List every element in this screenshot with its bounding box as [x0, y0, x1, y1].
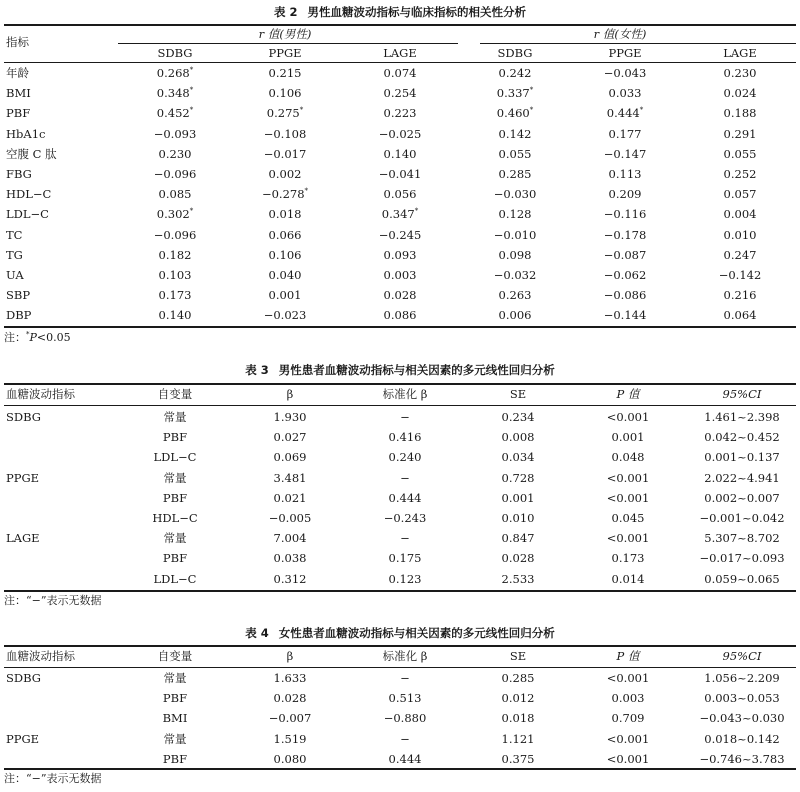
table2-cell: 0.263 — [498, 288, 532, 302]
table2-cell: 0.444* — [606, 106, 644, 120]
table4-cell-ci: 0.003~0.053 — [704, 691, 780, 705]
table2-cell: 0.098 — [498, 248, 532, 262]
table3-cell-group: PPGE — [6, 471, 40, 485]
table3-cell-ci: −0.001~0.042 — [699, 511, 785, 525]
table2-cell: 0.247 — [723, 248, 757, 262]
table2-cell: 0.056 — [383, 187, 417, 201]
table3-cell-se: 0.010 — [501, 511, 535, 525]
table3-cell-se: 0.028 — [501, 551, 535, 565]
table3-cell-sb: 0.416 — [388, 430, 422, 444]
table4-cell-group: PPGE — [6, 732, 40, 746]
table3-cell-ci: 5.307~8.702 — [704, 531, 780, 545]
table2-col-header: PPGE — [268, 46, 302, 60]
table2-row-label: BMI — [6, 86, 31, 100]
table2-cell: −0.025 — [378, 127, 422, 141]
table4-cell-ci: 1.056~2.209 — [704, 671, 780, 685]
table3-note: 注：“−”表示无数据 — [4, 594, 102, 607]
table2-cell: 0.140 — [383, 147, 417, 161]
table3-cell-group: SDBG — [6, 410, 41, 424]
table2-row-label: HDL−C — [6, 187, 52, 201]
table4-cell-sb: − — [400, 671, 410, 685]
table2-cell: 0.142 — [498, 127, 532, 141]
table4-cell-p: 0.709 — [611, 711, 645, 725]
table2-cell: 0.347* — [381, 207, 419, 221]
table3-cell-var: LDL−C — [153, 450, 197, 464]
table2-note-prefix: 注： — [4, 331, 26, 344]
table2-cell: −0.144 — [603, 308, 647, 322]
table3-cell-ci: 0.002~0.007 — [704, 491, 780, 505]
table4-cell-sb: 0.444 — [388, 752, 422, 766]
table3-cell-var: 常量 — [163, 531, 187, 545]
table2-note-rest: <0.05 — [36, 331, 71, 344]
table2-cell: −0.043 — [603, 66, 647, 80]
table2-cell: 0.177 — [608, 127, 642, 141]
table3-header-group: 血糖波动指标 — [6, 387, 75, 401]
table4-cell-sb: −0.880 — [383, 711, 427, 725]
table2-cell: 0.275* — [266, 106, 304, 120]
table2-cell: 0.302* — [156, 207, 194, 221]
table4-cell-ci: −0.746~3.783 — [699, 752, 785, 766]
table2-cell: 0.188 — [723, 106, 757, 120]
table3-cell-p: <0.001 — [606, 531, 650, 545]
table2-row-label: 年龄 — [6, 66, 29, 80]
table3-cell-ci: 0.001~0.137 — [704, 450, 780, 464]
table3-cell-sb: −0.243 — [383, 511, 427, 525]
table3-cell-b: 3.481 — [273, 471, 307, 485]
table4-cell-var: PBF — [162, 752, 188, 766]
table3-cell-var: 常量 — [163, 410, 187, 424]
table2-cell: 0.074 — [383, 66, 417, 80]
table3-cell-se: 0.234 — [501, 410, 535, 424]
table2-cell: 0.001 — [268, 288, 302, 302]
table4-number: 表 4 — [245, 626, 269, 640]
table4-cell-var: PBF — [162, 691, 188, 705]
table3-cell-b: −0.005 — [268, 511, 312, 525]
table2-cell: 0.086 — [383, 308, 417, 322]
table3-cell-var: HDL−C — [152, 511, 198, 525]
table2-cell: 0.085 — [158, 187, 192, 201]
table2-row-header: 指标 — [6, 35, 29, 49]
table3-cell-se: 0.034 — [501, 450, 535, 464]
table2-cell: −0.017 — [263, 147, 307, 161]
table2-cell: 0.348* — [156, 86, 194, 100]
table2-cell: −0.030 — [493, 187, 537, 201]
table2-cell: 0.268* — [156, 66, 194, 80]
table4-cell-se: 0.375 — [501, 752, 535, 766]
table2-group-female: r 值(女性) — [593, 27, 647, 41]
table2-row-label: SBP — [6, 288, 31, 302]
table2-number: 表 2 — [273, 5, 298, 19]
table4-header-se: SE — [509, 649, 527, 663]
table4-note: 注：“−”表示无数据 — [4, 772, 102, 785]
table4-cell-b: 0.028 — [273, 691, 307, 705]
table4-cell-se: 0.012 — [501, 691, 535, 705]
table3-cell-se: 0.001 — [501, 491, 535, 505]
table2-col-header: SDBG — [497, 46, 533, 60]
table4-cell-var: BMI — [162, 711, 188, 725]
table2-cell: 0.252 — [723, 167, 757, 181]
table3-cell-var: LDL−C — [153, 572, 197, 586]
table4-cell-b: 0.080 — [273, 752, 307, 766]
table2-row-label: PBF — [6, 106, 31, 120]
table3-header-se: SE — [509, 387, 527, 401]
table4-cell-sb: 0.513 — [388, 691, 422, 705]
table4-cell-p: 0.003 — [611, 691, 645, 705]
table2-cell: 0.033 — [608, 86, 642, 100]
table3-cell-b: 0.312 — [273, 572, 307, 586]
table2-cell: 0.003 — [383, 268, 417, 282]
table3-cell-p: 0.048 — [611, 450, 645, 464]
table3-cell-se: 2.533 — [501, 572, 535, 586]
table3-cell-sb: − — [400, 410, 410, 424]
table2-row-label: FBG — [6, 167, 32, 181]
table3-cell-group: LAGE — [6, 531, 40, 545]
table3-cell-p: 0.173 — [611, 551, 645, 565]
table4-cell-se: 1.121 — [501, 732, 535, 746]
table3-cell-sb: 0.175 — [388, 551, 422, 565]
table2-row-label: 空腹 C 肽 — [6, 147, 57, 161]
table3-cell-se: 0.008 — [501, 430, 535, 444]
table3-cell-sb: 0.444 — [388, 491, 422, 505]
table2-cell: 0.004 — [723, 207, 757, 221]
table4-title: 女性患者血糖波动指标与相关因素的多元线性回归分析 — [278, 626, 555, 640]
table3-cell-se: 0.847 — [501, 531, 535, 545]
table3-cell-p: <0.001 — [606, 410, 650, 424]
table4-cell-se: 0.285 — [501, 671, 535, 685]
table4-cell-sb: − — [400, 732, 410, 746]
table2-cell: −0.278* — [261, 187, 309, 201]
table2-cell: −0.032 — [493, 268, 537, 282]
table4-header-ci: 95%CI — [722, 649, 762, 663]
table2-cell: 0.103 — [158, 268, 192, 282]
table2-cell: 0.055 — [498, 147, 532, 161]
table3-cell-var: PBF — [162, 491, 188, 505]
table2-cell: −0.010 — [493, 228, 537, 242]
table3-cell-b: 7.004 — [273, 531, 307, 545]
table4-cell-ci: 0.018~0.142 — [704, 732, 780, 746]
table4-cell-se: 0.018 — [501, 711, 535, 725]
table3-cell-ci: −0.017~0.093 — [699, 551, 785, 565]
table4-header-p: P 值 — [616, 649, 640, 663]
table4-header-rule — [4, 667, 796, 668]
table2-cell: 0.066 — [268, 228, 302, 242]
table3-cell-p: 0.014 — [611, 572, 645, 586]
table2-cell: −0.245 — [378, 228, 422, 242]
table4-caption — [0, 625, 800, 641]
table2-note-p: P — [29, 331, 37, 344]
table2-cell: 0.106 — [268, 86, 302, 100]
table3-cell-sb: 0.123 — [388, 572, 422, 586]
table2-cell: 0.254 — [383, 86, 417, 100]
table2-col-header: SDBG — [157, 46, 193, 60]
table2-note-sup: * — [26, 330, 30, 339]
table3-cell-sb: − — [400, 531, 410, 545]
table2-group-male: r 值(男性) — [258, 27, 312, 41]
table2-title: 男性血糖波动指标与临床指标的相关性分析 — [307, 5, 526, 19]
table2-cell: 0.010 — [723, 228, 757, 242]
table2-cell: 0.040 — [268, 268, 302, 282]
table3-cell-b: 0.021 — [273, 491, 307, 505]
table2-cell: −0.041 — [378, 167, 422, 181]
table2-cell: −0.108 — [263, 127, 307, 141]
table2-cell: −0.023 — [263, 308, 307, 322]
table2-cell: 0.113 — [608, 167, 642, 181]
table2-cell: −0.093 — [153, 127, 197, 141]
table2-row-label: UA — [6, 268, 24, 282]
table4-header-group: 血糖波动指标 — [6, 649, 75, 663]
table2-cell: −0.062 — [603, 268, 647, 282]
table4-header-var: 自变量 — [157, 649, 193, 663]
table2-cell: 0.452* — [156, 106, 194, 120]
table2-cell: 0.140 — [158, 308, 192, 322]
table4-cell-group: SDBG — [6, 671, 41, 685]
table3-cell-sb: 0.240 — [388, 450, 422, 464]
table3-cell-p: 0.045 — [611, 511, 645, 525]
table3-cell-ci: 0.042~0.452 — [704, 430, 780, 444]
table2-cell: 0.128 — [498, 207, 532, 221]
table3-header-b: β — [286, 387, 294, 401]
table2-row-label: DBP — [6, 308, 32, 322]
table2-cell: 0.242 — [498, 66, 532, 80]
table2-col-header: PPGE — [608, 46, 642, 60]
table2-cell: 0.230 — [158, 147, 192, 161]
table2-cell: 0.028 — [383, 288, 417, 302]
table2-cell: 0.216 — [723, 288, 757, 302]
table3-cell-se: 0.728 — [501, 471, 535, 485]
table3-cell-p: <0.001 — [606, 471, 650, 485]
table2-col-header: LAGE — [723, 46, 757, 60]
table2-row-label: HbA1c — [6, 127, 46, 141]
table3-cell-ci: 0.059~0.065 — [704, 572, 780, 586]
table2-cell: 0.460* — [496, 106, 534, 120]
table2-cell: 0.055 — [723, 147, 757, 161]
table2-cell: 0.093 — [383, 248, 417, 262]
table2-cell: 0.215 — [268, 66, 302, 80]
table2-cell: 0.057 — [723, 187, 757, 201]
table2-row-label: TC — [6, 228, 23, 242]
table4-cell-ci: −0.043~0.030 — [699, 711, 785, 725]
table2-cell: 0.024 — [723, 86, 757, 100]
table3-number: 表 3 — [245, 363, 269, 377]
table3-header-p: P 值 — [616, 387, 640, 401]
table2-cell: −0.096 — [153, 228, 197, 242]
table3-header-ci: 95%CI — [722, 387, 762, 401]
table4-cell-var: 常量 — [163, 671, 187, 685]
table3-cell-ci: 2.022~4.941 — [704, 471, 780, 485]
table2-cell: 0.064 — [723, 308, 757, 322]
table2-cell: −0.086 — [603, 288, 647, 302]
table3-cell-b: 0.027 — [273, 430, 307, 444]
table2-cell: 0.173 — [158, 288, 192, 302]
table4-cell-p: <0.001 — [606, 732, 650, 746]
table2-row-label: LDL−C — [6, 207, 49, 221]
table2-cell: 0.018 — [268, 207, 302, 221]
table4-bottom-rule — [4, 768, 796, 770]
table3-cell-var: 常量 — [163, 471, 187, 485]
table2-cell: 0.209 — [608, 187, 642, 201]
table3-cell-b: 1.930 — [273, 410, 307, 424]
table2-cell: −0.178 — [603, 228, 647, 242]
table2-row-label: TG — [6, 248, 23, 262]
table3-cell-var: PBF — [162, 430, 188, 444]
table2-cell: 0.182 — [158, 248, 192, 262]
table2-cell: −0.147 — [603, 147, 647, 161]
table2-cell: −0.142 — [718, 268, 762, 282]
table2-cell: 0.006 — [498, 308, 532, 322]
table2-cell: 0.337* — [496, 86, 534, 100]
table3-header-sb: 标准化 β — [382, 387, 428, 401]
table3-cell-var: PBF — [162, 551, 188, 565]
table2-cell: 0.106 — [268, 248, 302, 262]
table3-cell-sb: − — [400, 471, 410, 485]
table4-cell-var: 常量 — [163, 732, 187, 746]
table3-header-var: 自变量 — [157, 387, 193, 401]
table2-cell: −0.096 — [153, 167, 197, 181]
table4-cell-p: <0.001 — [606, 671, 650, 685]
table2-cell: 0.002 — [268, 167, 302, 181]
table2-cell: −0.116 — [603, 207, 647, 221]
table4-cell-p: <0.001 — [606, 752, 650, 766]
table2-cell: 0.230 — [723, 66, 757, 80]
table2-cell: 0.223 — [383, 106, 417, 120]
table2-cell: 0.291 — [723, 127, 757, 141]
table2-cell: −0.087 — [603, 248, 647, 262]
table4-cell-b: 1.633 — [273, 671, 307, 685]
table3-title: 男性患者血糖波动指标与相关因素的多元线性回归分析 — [278, 363, 555, 377]
table4-cell-b: 1.519 — [273, 732, 307, 746]
table3-cell-b: 0.038 — [273, 551, 307, 565]
table2-cell: 0.285 — [498, 167, 532, 181]
table4-header-b: β — [286, 649, 294, 663]
table4-cell-b: −0.007 — [268, 711, 312, 725]
table3-cell-p: 0.001 — [611, 430, 645, 444]
table2-col-header: LAGE — [383, 46, 417, 60]
table3-cell-ci: 1.461~2.398 — [704, 410, 780, 424]
table3-cell-p: <0.001 — [606, 491, 650, 505]
table4-header-sb: 标准化 β — [382, 649, 428, 663]
table3-cell-b: 0.069 — [273, 450, 307, 464]
